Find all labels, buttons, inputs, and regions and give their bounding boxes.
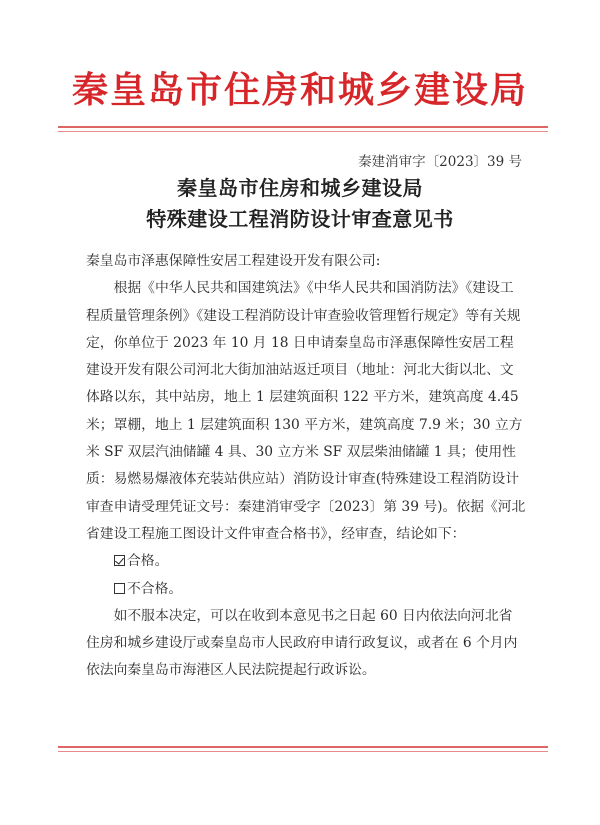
document-title-line1: 秦皇岛市住房和城乡建设局 bbox=[177, 176, 423, 200]
option-fail bbox=[86, 576, 526, 603]
footer-rule-bottom bbox=[58, 751, 548, 752]
checked-box-icon bbox=[114, 555, 125, 566]
footer-rule-top bbox=[58, 746, 548, 748]
option-pass bbox=[86, 548, 526, 575]
body-paragraph-1: 根据《中华人民共和国建筑法》《中华人民共和国消防法》《建设工程质量管理条例》《建设工程消防设计审查验收管理暂行规定》等有关规定，你单位于 2023 年 10 月 18 日申请秦皇岛市泽惠保障性安居工程建设开发有限公司河北大街加油站返迁项目（地址：河北大街以北、文体路以东，其中站房，地上 1 层建筑面积 122 平方米，建筑高度 4.45 米；罩棚，地上 1 层建筑面积 130 平方米，建筑高度 7.9 米；30 立方米 SF 双层汽油储罐 4 具、30 立方米 SF 双层柴油储罐 1 具；使用性质：易燃易爆液体充装站供应站）消防设计审查(特殊建设工程消防设计审查申请受理凭证文号：秦建消审受字〔2023〕第 39 号)。依据《河北省建设工程施工图设计文件审查合格书》，经审查，结论如下： bbox=[86, 280, 526, 542]
body-paragraph-2: 如不服本决定，可以在收到本意见书之日起 60 日内依法向河北省住房和城乡建设厅或秦皇岛市人民政府申请行政复议，或者在 6 个月内依法向秦皇岛市海港区人民法院提起行政诉讼。 bbox=[86, 607, 518, 679]
addressee: 秦皇岛市泽惠保障性安居工程建设开发有限公司: bbox=[86, 253, 381, 269]
document-number: 秦建消审字〔2023〕39 号 bbox=[358, 154, 522, 170]
document-body bbox=[86, 248, 526, 685]
option-pass-label: 合格。 bbox=[127, 553, 169, 570]
header-rule-top bbox=[58, 126, 548, 128]
header-rule-bottom bbox=[58, 131, 548, 132]
agency-header: 秦皇岛市住房和城乡建设局 bbox=[71, 69, 528, 111]
empty-box-icon bbox=[114, 583, 125, 594]
option-fail-label: 不合格。 bbox=[127, 580, 183, 597]
document-title-line2: 特殊建设工程消防设计审查意见书 bbox=[146, 207, 454, 231]
